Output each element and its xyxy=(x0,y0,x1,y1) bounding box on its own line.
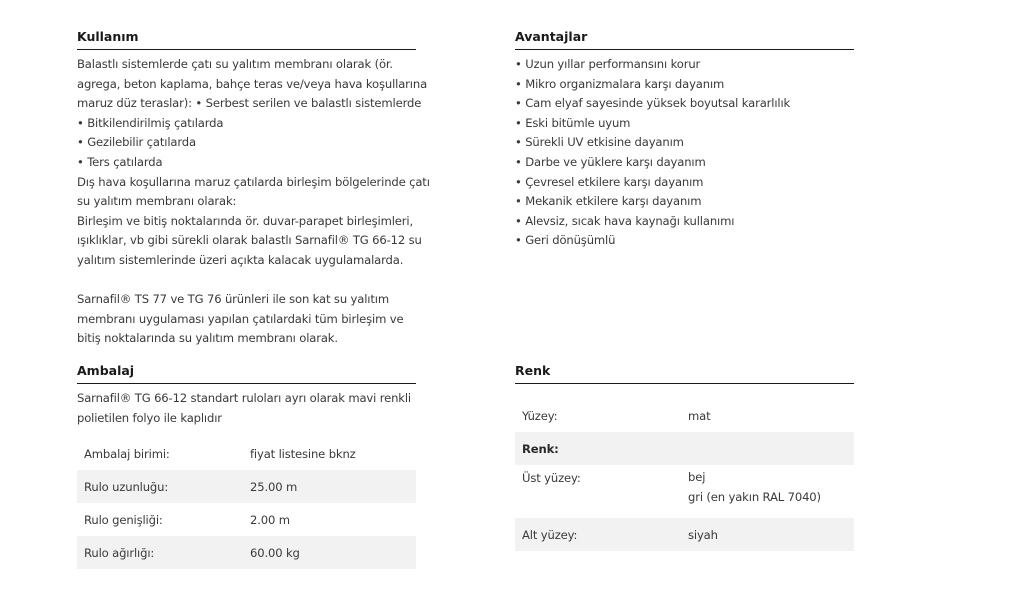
list-item: • Sürekli UV etkisine dayanım xyxy=(515,135,684,150)
table-row xyxy=(77,503,416,536)
renk-value: siyah xyxy=(681,518,854,551)
avantajlar-section xyxy=(515,29,854,251)
table-row xyxy=(77,470,416,503)
list-item: • Mikro organizmalara karşı dayanım xyxy=(515,76,725,91)
table-row xyxy=(77,437,416,470)
kullanim-line: ışıklıklar, vb gibi sürekli olarak balastlı Sarnafil® TG 66-12 su xyxy=(77,233,422,248)
table-row xyxy=(515,399,854,432)
table-row xyxy=(515,432,854,465)
ambalaj-line: Sarnafil® TG 66-12 standart ruloları ayrı olarak mavi renkli xyxy=(77,391,411,405)
ambalaj-text xyxy=(77,389,416,428)
kullanim-line: bitiş noktalarında su yalıtım membranı olarak. xyxy=(77,331,338,346)
kullanim-line: membranı uygulaması yapılan çatılardaki tüm birleşim ve xyxy=(77,311,404,326)
renk-title: Renk xyxy=(515,363,854,384)
renk-value-group xyxy=(681,465,854,518)
renk-key: Üst yüzey: xyxy=(522,471,581,485)
table-row xyxy=(515,465,854,518)
renk-value: gri (en yakın RAL 7040) xyxy=(688,489,821,504)
ambalaj-key: Rulo uzunluğu: xyxy=(77,470,243,503)
avantajlar-title: Avantajlar xyxy=(515,29,854,50)
list-item: • Uzun yıllar performansını korur xyxy=(515,57,701,71)
ambalaj-value: 60.00 kg xyxy=(243,536,416,569)
renk-key: Yüzey: xyxy=(522,408,558,423)
kullanim-section xyxy=(77,29,430,349)
kullanim-line: Sarnafil® TS 77 ve TG 76 ürünleri ile son kat su yalıtım xyxy=(77,292,389,307)
list-item: • Mekanik etkilere karşı dayanım xyxy=(515,194,702,209)
kullanim-line: Birleşim ve bitiş noktalarında ör. duvar-parapet birleşimleri, xyxy=(77,213,413,228)
renk-value: mat xyxy=(688,408,711,423)
ambalaj-value: fiyat listesine bknz xyxy=(250,446,356,461)
table-row xyxy=(77,536,416,569)
list-item: • Darbe ve yüklere karşı dayanım xyxy=(515,154,706,169)
ambalaj-section xyxy=(77,363,416,569)
kullanim-title: Kullanım xyxy=(77,29,416,50)
renk-table xyxy=(515,399,854,551)
list-item: • Eski bitümle uyum xyxy=(515,115,631,130)
kullanim-line: Balastlı sistemlerde çatı su yalıtım membranı olarak (ör. xyxy=(77,57,393,71)
ambalaj-line: polietilen folyo ile kaplıdır xyxy=(77,410,222,425)
kullanim-line: su yalıtım membranı olarak: xyxy=(77,194,237,209)
list-item: • Geri dönüşümlü xyxy=(515,233,616,248)
table-row xyxy=(515,518,854,551)
kullanim-text xyxy=(77,55,430,349)
kullanim-line: agrega, beton kaplama, bahçe teras ve/veya hava koşullarına xyxy=(77,76,428,91)
kullanim-line: maruz düz teraslar): • Serbest serilen ve balastlı sistemlerde xyxy=(77,96,422,111)
ambalaj-table xyxy=(77,437,416,569)
list-item: • Cam elyaf sayesinde yüksek boyutsal kararlılık xyxy=(515,96,791,111)
renk-subheader: Renk: xyxy=(515,432,854,465)
ambalaj-value: 25.00 m xyxy=(243,470,416,503)
kullanim-line: • Gezilebilir çatılarda xyxy=(77,135,196,150)
kullanim-line: • Ters çatılarda xyxy=(77,154,163,169)
paragraph-gap xyxy=(77,271,416,291)
ambalaj-key: Rulo ağırlığı: xyxy=(77,536,243,569)
avantajlar-list xyxy=(515,55,854,251)
kullanim-line: • Bitkilendirilmiş çatılarda xyxy=(77,115,224,130)
renk-key: Alt yüzey: xyxy=(515,518,681,551)
kullanim-line: yalıtım sistemlerinde üzeri açıkta kalacak uygulamalarda. xyxy=(77,252,404,267)
ambalaj-key: Rulo genişliği: xyxy=(84,512,163,527)
ambalaj-value: 2.00 m xyxy=(250,512,290,527)
renk-value: bej xyxy=(688,470,706,484)
kullanim-line: Dış hava koşullarına maruz çatılarda birleşim bölgelerinde çatı xyxy=(77,174,430,189)
list-item: • Alevsiz, sıcak hava kaynağı kullanımı xyxy=(515,213,735,228)
renk-section xyxy=(515,363,854,551)
list-item: • Çevresel etkilere karşı dayanım xyxy=(515,174,704,189)
ambalaj-title: Ambalaj xyxy=(77,363,416,384)
ambalaj-key: Ambalaj birimi: xyxy=(84,446,170,461)
